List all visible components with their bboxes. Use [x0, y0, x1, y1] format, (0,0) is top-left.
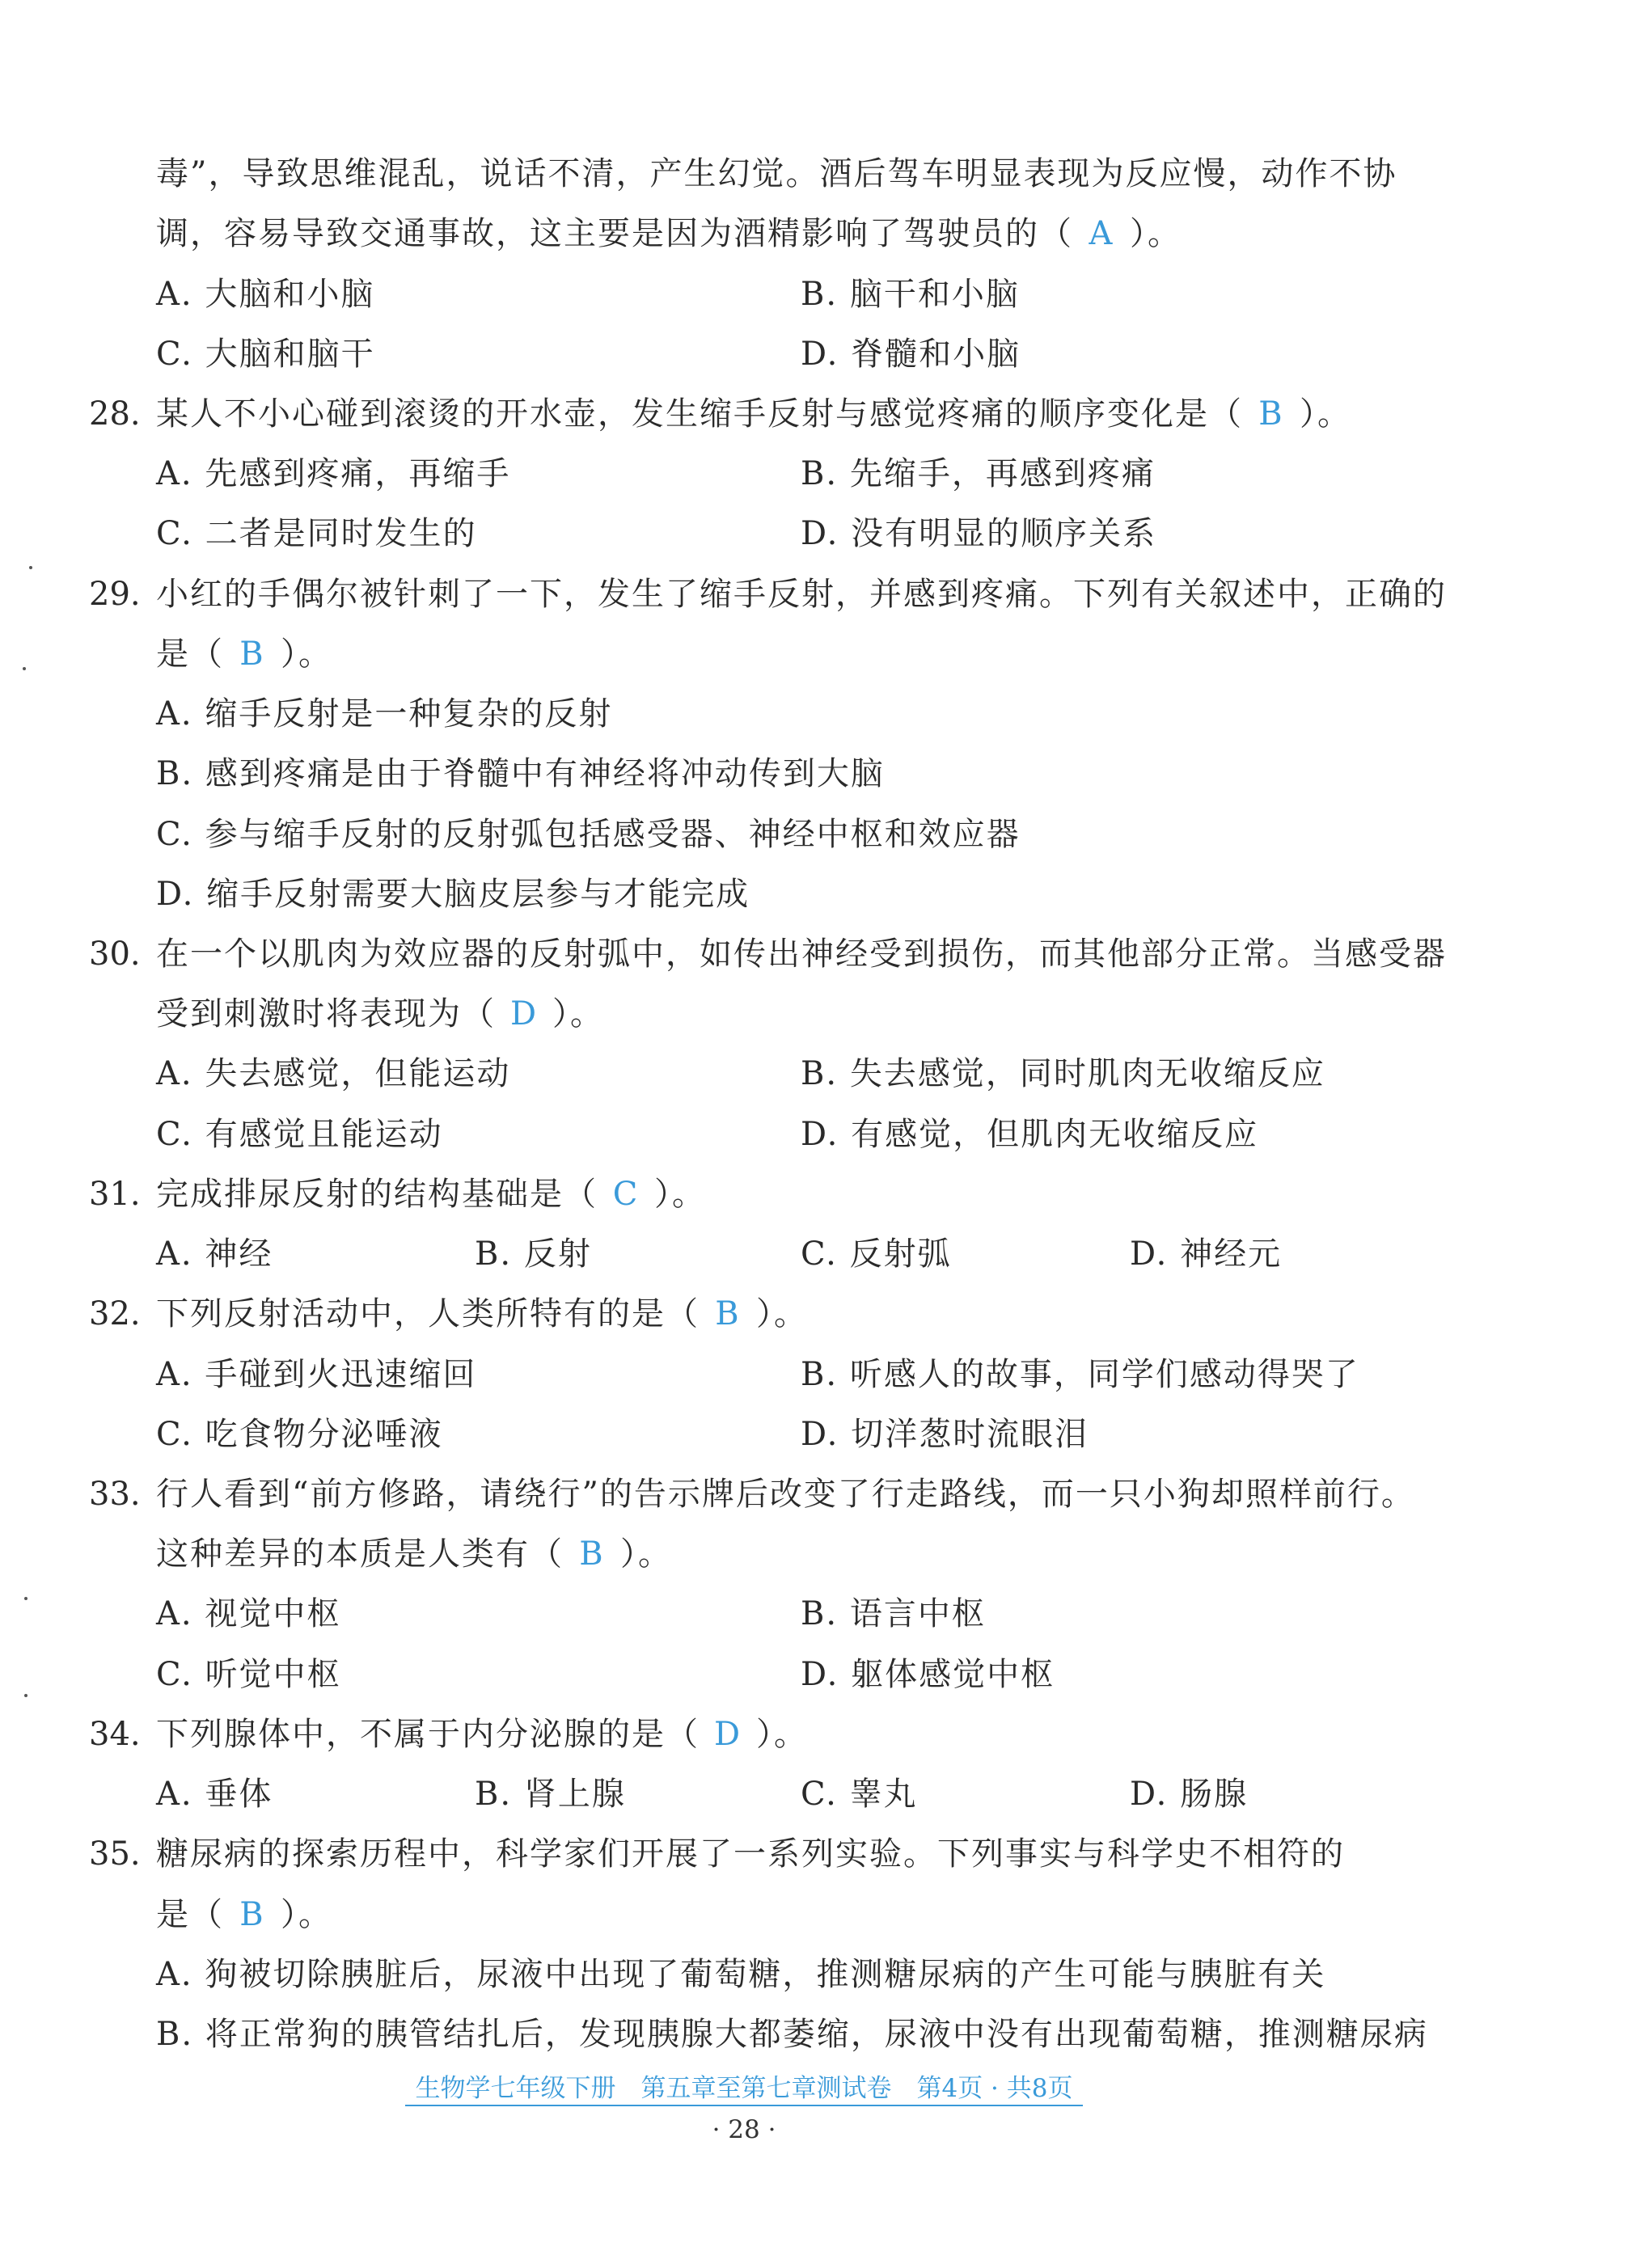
q35-option-a: A. 狗被切除胰脏后，尿液中出现了葡萄糖，推测糖尿病的产生可能与胰脏有关: [156, 1956, 1326, 1993]
q35-stem-close: ）。: [281, 1896, 332, 1933]
q27-option-c: C. 大脑和脑干: [156, 336, 375, 373]
q31-stem: [156, 1173, 706, 1215]
q29-number: 29.: [89, 576, 141, 613]
q30-option-b: B. 失去感觉，同时肌肉无收缩反应: [801, 1055, 1325, 1092]
footer-title: [0, 2072, 1488, 2105]
q31-stem-text: 完成排尿反射的结构基础是（: [156, 1176, 598, 1213]
q30-option-d: D. 有感觉，但肌肉无收缩反应: [801, 1116, 1259, 1153]
q29-option-a: A. 缩手反射是一种复杂的反射: [156, 695, 613, 733]
q27-option-a: A. 大脑和小脑: [156, 276, 375, 313]
q34-option-b: B. 肾上腺: [475, 1776, 626, 1813]
q35-answer: B: [239, 1896, 265, 1933]
q30-option-a: A. 失去感觉，但能运动: [156, 1055, 511, 1092]
q34-option-d: D. 肠腺: [1130, 1776, 1249, 1813]
q30-option-c: C. 有感觉且能运动: [156, 1116, 443, 1153]
q28-number: 28.: [89, 395, 141, 433]
q31-option-c: C. 反射弧: [801, 1235, 952, 1273]
q31-stem-close: ）。: [654, 1176, 706, 1213]
q30-stem-close: ）。: [552, 995, 604, 1033]
q28-option-c: C. 二者是同时发生的: [156, 515, 477, 552]
q30-stem-text: 受到刺激时将表现为（: [156, 995, 496, 1033]
q35-stem-line2: [156, 1894, 332, 1936]
scan-mark: [24, 1694, 27, 1697]
q35-option-b: B. 将正常狗的胰管结扎后，发现胰腺大都萎缩，尿液中没有出现葡萄糖，推测糖尿病: [156, 2016, 1428, 2053]
q35-number: 35.: [89, 1835, 141, 1873]
q28-option-a: A. 先感到疼痛，再缩手: [156, 455, 511, 492]
q31-number: 31.: [89, 1176, 141, 1213]
q32-option-a: A. 手碰到火迅速缩回: [156, 1356, 477, 1393]
q32-stem-text: 下列反射活动中，人类所特有的是（: [156, 1295, 700, 1333]
page-number: · 28 ·: [712, 2115, 776, 2144]
q29-stem-text: 是（: [156, 636, 224, 673]
q27-option-b: B. 脑干和小脑: [801, 276, 1020, 313]
q32-option-d: D. 切洋葱时流眼泪: [801, 1416, 1089, 1453]
q33-stem-close: ）。: [620, 1535, 672, 1573]
q29-stem-line1: 小红的手偶尔被针刺了一下，发生了缩手反射，并感到疼痛。下列有关叙述中，正确的: [156, 576, 1447, 613]
q29-stem-close: ）。: [281, 636, 332, 673]
q33-option-b: B. 语言中枢: [801, 1595, 986, 1632]
scan-mark: [23, 667, 26, 670]
q33-option-d: D. 躯体感觉中枢: [801, 1656, 1055, 1693]
q35-stem-line1: 糖尿病的探索历程中，科学家们开展了一系列实验。下列事实与科学史不相符的: [156, 1835, 1345, 1873]
q30-answer: D: [509, 995, 539, 1033]
q34-answer: D: [713, 1716, 742, 1753]
q34-option-c: C. 睾丸: [801, 1776, 918, 1813]
q27-stem-continuation-line1: 毒”，导致思维混乱，说话不清，产生幻觉。酒后驾车明显表现为反应慢，动作不协: [156, 155, 1397, 192]
q34-option-a: A. 垂体: [156, 1776, 273, 1813]
q30-stem-line1: 在一个以肌肉为效应器的反射弧中，如传出神经受到损伤，而其他部分正常。当感受器: [156, 935, 1447, 973]
q33-answer: B: [579, 1535, 605, 1573]
q31-answer: C: [612, 1176, 640, 1213]
q29-option-d: D. 缩手反射需要大脑皮层参与才能完成: [156, 876, 750, 913]
q32-answer: B: [715, 1295, 741, 1333]
q31-option-a: A. 神经: [156, 1235, 273, 1273]
q29-option-c: C. 参与缩手反射的反射弧包括感受器、神经中枢和效应器: [156, 816, 1021, 853]
q28-answer: B: [1258, 395, 1284, 433]
q28-stem-close: ）。: [1300, 395, 1351, 433]
q30-number: 30.: [89, 935, 141, 973]
q29-option-b: B. 感到疼痛是由于脊髓中有神经将冲动传到大脑: [156, 755, 885, 792]
q27-option-d: D. 脊髓和小脑: [801, 336, 1021, 373]
q33-number: 33.: [89, 1476, 141, 1513]
q32-stem: [156, 1293, 808, 1335]
q33-stem-line1: 行人看到“前方修路，请绕行”的告示牌后改变了行走路线，而一只小狗却照样前行。: [156, 1476, 1415, 1513]
q32-option-b: B. 听感人的故事，同学们感动得哭了: [801, 1356, 1359, 1393]
q32-stem-close: ）。: [756, 1295, 808, 1333]
q28-stem-text: 某人不小心碰到滚烫的开水壶，发生缩手反射与感觉疼痛的顺序变化是（: [156, 395, 1243, 433]
q31-option-b: B. 反射: [475, 1235, 592, 1273]
q35-stem-text: 是（: [156, 1896, 224, 1933]
q30-stem-line2: [156, 993, 604, 1035]
q33-option-a: A. 视觉中枢: [156, 1595, 341, 1632]
q28-stem: [156, 393, 1351, 435]
q33-stem-line2: [156, 1533, 672, 1575]
q27-stem-continuation-line2: [156, 213, 1182, 255]
q27-stem-text: 调，容易导致交通事故，这主要是因为酒精影响了驾驶员的（: [156, 215, 1073, 252]
q27-answer: A: [1089, 215, 1114, 252]
q33-option-c: C. 听觉中枢: [156, 1656, 341, 1693]
scan-mark: [24, 1597, 27, 1600]
q31-option-d: D. 神经元: [1130, 1235, 1283, 1273]
scan-mark: [29, 566, 32, 569]
footer-title-text: 生物学七年级下册 第五章至第七章测试卷 第4页 · 共8页: [405, 2074, 1082, 2106]
q34-stem-close: ）。: [756, 1716, 808, 1753]
q34-stem: [156, 1713, 808, 1755]
q29-answer: B: [239, 636, 265, 673]
q27-stem-close: ）。: [1130, 215, 1182, 252]
q29-stem-line2: [156, 633, 332, 675]
q28-option-b: B. 先缩手，再感到疼痛: [801, 455, 1156, 492]
q28-option-d: D. 没有明显的顺序关系: [801, 515, 1157, 552]
q32-number: 32.: [89, 1295, 141, 1333]
q33-stem-text: 这种差异的本质是人类有（: [156, 1535, 564, 1573]
q32-option-c: C. 吃食物分泌唾液: [156, 1416, 443, 1453]
q34-number: 34.: [89, 1716, 141, 1753]
q34-stem-text: 下列腺体中，不属于内分泌腺的是（: [156, 1716, 700, 1753]
